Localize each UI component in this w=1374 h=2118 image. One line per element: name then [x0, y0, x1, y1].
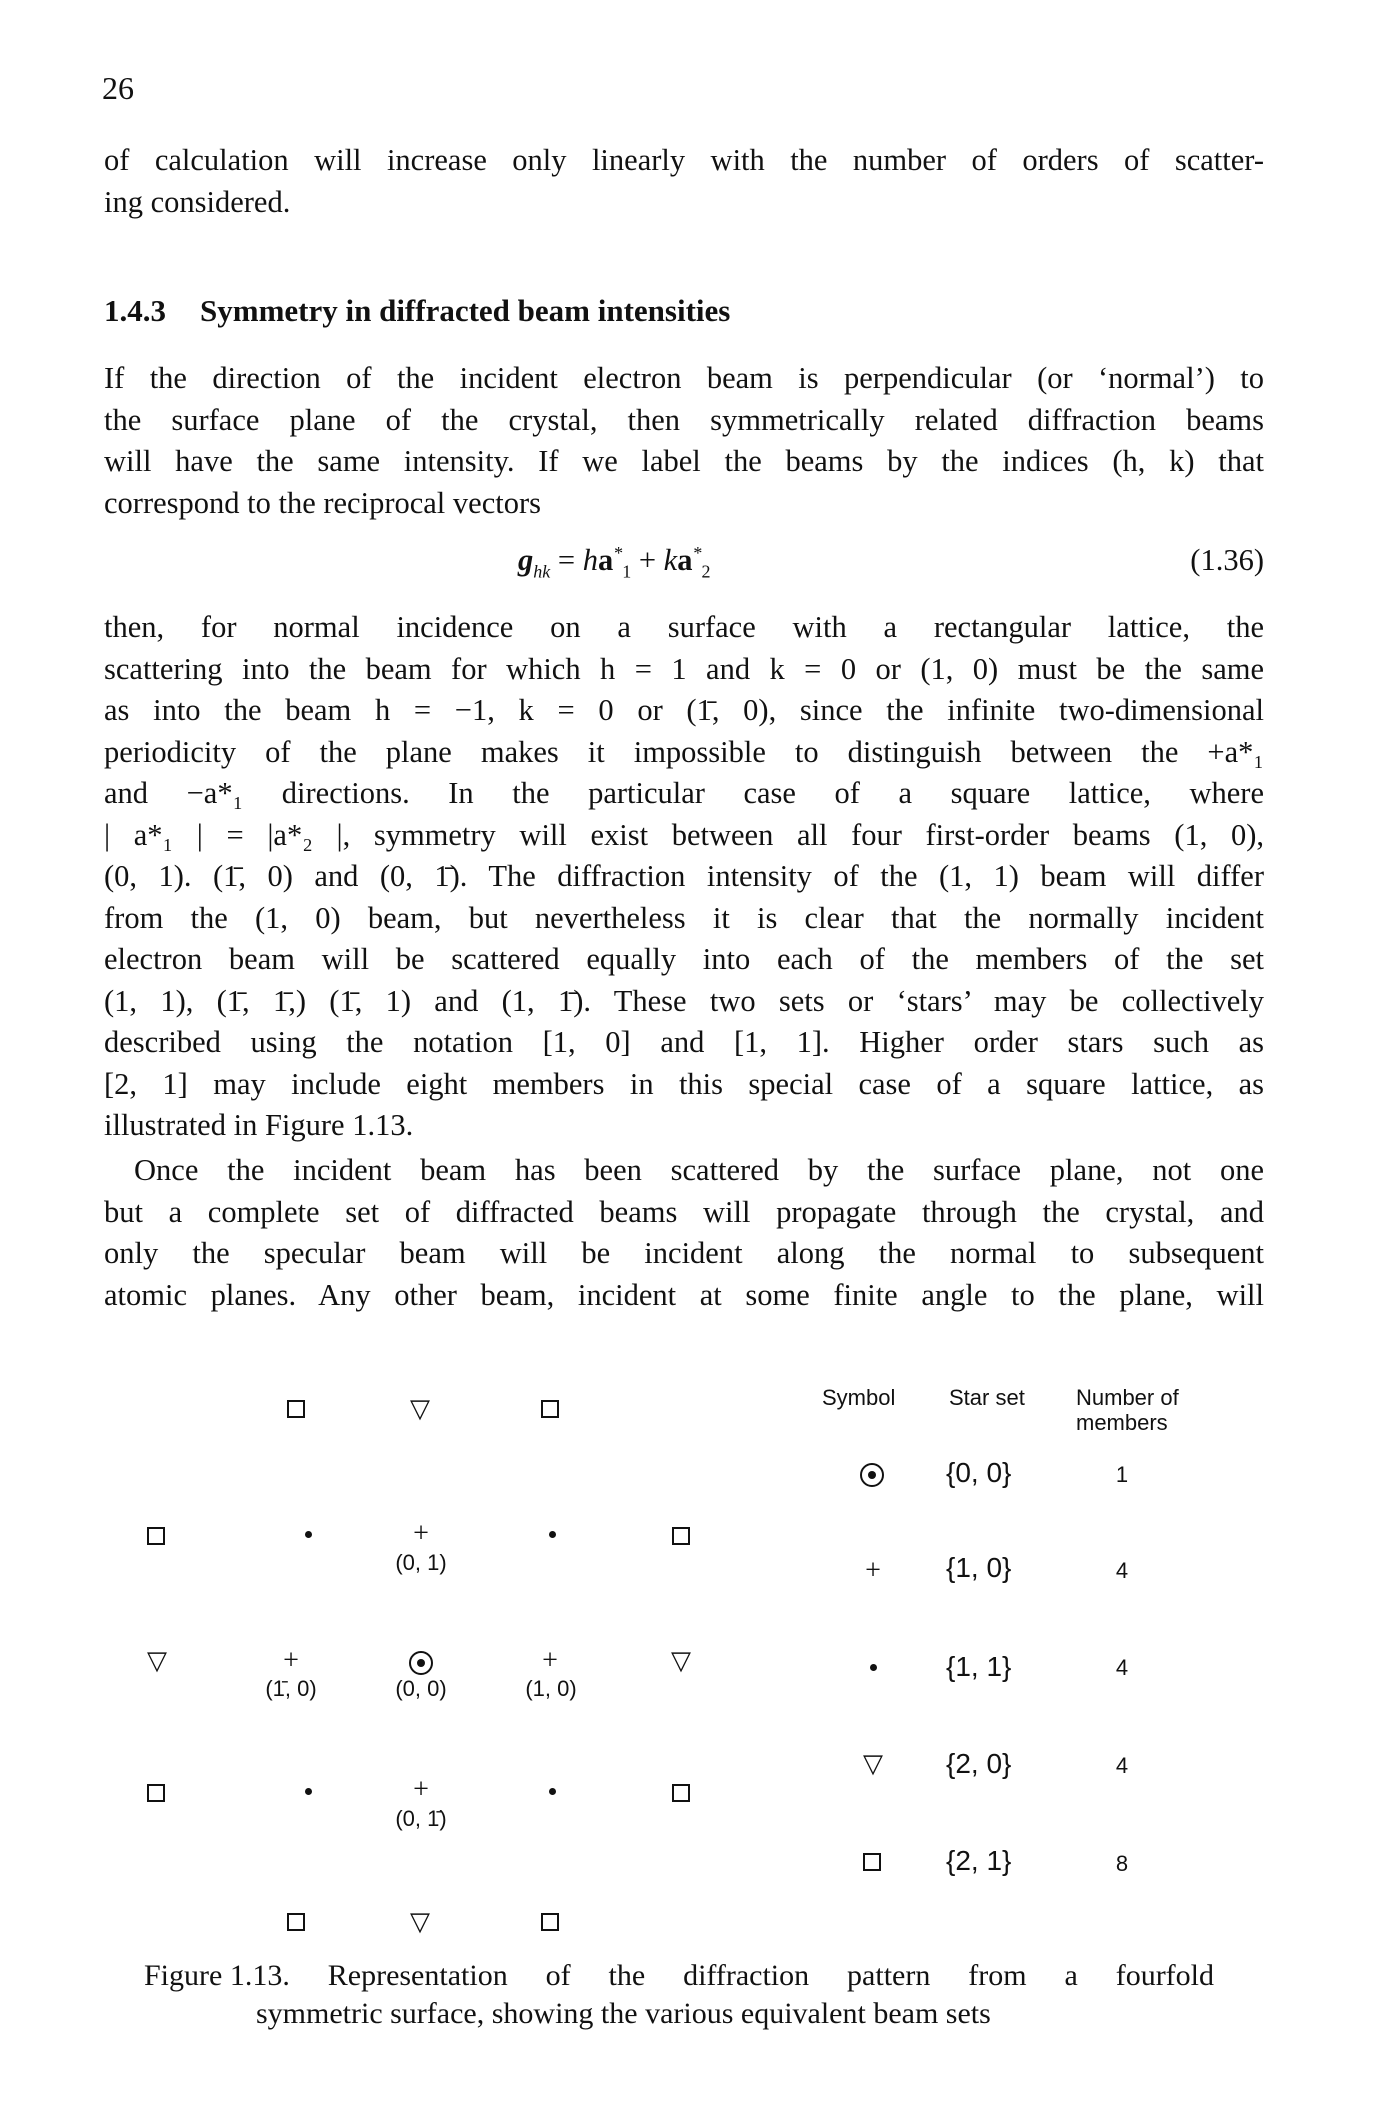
text-line: illustrated in Figure 1.13. [104, 1108, 414, 1142]
pattern-label: (0, 1̄) [395, 1806, 447, 1831]
plus-icon: + [865, 1555, 881, 1586]
legend-count: 1 [1115, 1462, 1129, 1487]
square-icon [863, 1853, 881, 1871]
triangle-down-icon: ▽ [410, 1907, 430, 1936]
eq-equals: = [550, 543, 583, 578]
eq-sub1: 1 [622, 561, 632, 582]
square-icon [147, 1527, 165, 1545]
text-line: from the (1, 0) beam, but nevertheless it is clear that the normally incident [104, 900, 1264, 935]
legend-header-star-set: Star set [949, 1385, 1025, 1410]
text-line: If the direction of the incident electron beam is perpendicular (or ‘normal’) to [104, 361, 1264, 395]
text-line: as into the beam h = −1, k = 0 or (1̄, 0), since the infinite two-dimensional [104, 693, 1264, 727]
text-line: atomic planes. Any other beam, incident at some finite angle to the plane, will [104, 1277, 1264, 1312]
text-line: electron beam will be scattered equally into each of the members of the set [104, 942, 1264, 976]
text-line: will have the same intensity. If we label the beams by the indices (h, k) that [104, 444, 1264, 478]
triangle-down-icon: ▽ [147, 1646, 167, 1675]
dot-icon [549, 1788, 556, 1795]
legend-star-set: {1, 0} [946, 1552, 1012, 1583]
equation-number: (1.36) [1190, 543, 1264, 577]
text-line: the surface plane of the crystal, then symmetrically related diffraction beams [104, 402, 1264, 437]
text-line: Once the incident beam has been scattered by the surface plane, not one [134, 1153, 1264, 1187]
text-line: ing considered. [104, 184, 291, 219]
text-line: described using the notation [1, 0] and [1, 1]. Higher order stars such as [104, 1025, 1264, 1059]
intro-paragraph [104, 140, 1264, 223]
pattern-label: (1̄, 0) [265, 1676, 317, 1701]
paragraph-3 [104, 1150, 1264, 1316]
eq-h: h [582, 543, 598, 578]
triangle-down-icon: ▽ [410, 1394, 430, 1423]
text-line: then, for normal incidence on a surface with a rectangular lattice, the [104, 610, 1264, 644]
legend-header-members: Number of members [1076, 1385, 1179, 1435]
page-number: 26 [102, 70, 134, 106]
legend-count: 4 [1115, 1753, 1129, 1778]
dot-icon [870, 1664, 877, 1671]
plus-icon: + [413, 1774, 429, 1805]
square-icon [287, 1400, 305, 1418]
legend-count: 4 [1115, 1655, 1129, 1680]
text-line: correspond to the reciprocal vectors [104, 485, 541, 520]
pattern-label: (0, 0) [395, 1676, 447, 1701]
text-line: (0, 1). (1̄, 0) and (0, 1̄). The diffraction intensity of the (1, 1) beam will differ [104, 859, 1264, 893]
section-heading [104, 293, 730, 329]
caption-label: Figure 1.13. [144, 1959, 290, 1992]
text-line: scattering into the beam for which h = 1 and k = 0 or (1, 0) must be the same [104, 651, 1264, 686]
text-line: periodicity of the plane makes it impossible to distinguish between the +a*₁ [104, 734, 1264, 769]
dot-icon [305, 1531, 312, 1538]
eq-lhs: g [518, 543, 534, 578]
legend-star-set: {2, 1} [946, 1845, 1012, 1876]
paragraph-2 [104, 607, 1264, 1147]
eq-star1: * [613, 543, 623, 563]
text-line: only the specular beam will be incident along the normal to subsequent [104, 1236, 1264, 1270]
text-line: and −a*₁ directions. In the particular case of a square lattice, where [104, 776, 1264, 810]
eq-plus: + [631, 543, 664, 578]
text-line: of calculation will increase only linearly with the number of orders of scatter- [104, 143, 1264, 177]
pattern-label: (1, 0) [525, 1676, 577, 1701]
square-icon [672, 1527, 690, 1545]
section-number: 1.4.3 [104, 293, 166, 328]
triangle-down-icon: ▽ [863, 1749, 883, 1778]
eq-k: k [663, 543, 678, 578]
legend-count: 4 [1115, 1558, 1129, 1583]
square-icon [287, 1913, 305, 1931]
eq-a2: a [677, 543, 693, 578]
plus-icon: + [542, 1645, 558, 1676]
dot-icon [549, 1531, 556, 1538]
figure-caption [144, 1957, 1214, 2033]
caption-line: symmetric surface, showing the various equivalent beam sets [256, 1997, 991, 2030]
square-icon [147, 1784, 165, 1802]
equation-expression [518, 543, 710, 582]
text-line: but a complete set of diffracted beams will propagate through the crystal, and [104, 1194, 1264, 1229]
legend-count: 8 [1115, 1851, 1129, 1876]
text-line: [2, 1] may include eight members in this special case of a square lattice, as [104, 1066, 1264, 1101]
triangle-down-icon: ▽ [671, 1646, 691, 1675]
legend-header-symbol: Symbol [822, 1385, 896, 1410]
eq-sub2: 2 [701, 561, 711, 582]
caption-text: Representation of the diffraction pattern from a fourfold [327, 1959, 1215, 1992]
eq-a1: a [597, 543, 614, 578]
pattern-label: (0, 1) [395, 1550, 447, 1575]
square-icon [541, 1400, 559, 1418]
legend-star-set: {1, 1} [946, 1651, 1012, 1682]
circle-dot-icon [860, 1463, 884, 1487]
square-icon [672, 1784, 690, 1802]
caption-line [144, 1957, 1214, 1995]
plus-icon: + [413, 1518, 429, 1549]
eq-lhs-sub: hk [533, 561, 551, 582]
text-line: (1, 1), (1̄, 1̄,) (1̄, 1) and (1, 1̄). These two sets or ‘stars’ may be collectively [104, 983, 1264, 1018]
plus-icon: + [283, 1645, 299, 1676]
circle-dot-icon [409, 1651, 433, 1675]
section-title: Symmetry in diffracted beam intensities [200, 293, 731, 328]
paragraph-1 [104, 358, 1264, 524]
eq-star2: * [692, 543, 702, 563]
text-line: | a*₁ | = |a*₂ |, symmetry will exist between all four first-order beams (1, 0), [104, 817, 1264, 852]
square-icon [541, 1913, 559, 1931]
legend-star-set: {0, 0} [946, 1457, 1012, 1488]
legend-star-set: {2, 0} [946, 1748, 1012, 1779]
dot-icon [305, 1788, 312, 1795]
